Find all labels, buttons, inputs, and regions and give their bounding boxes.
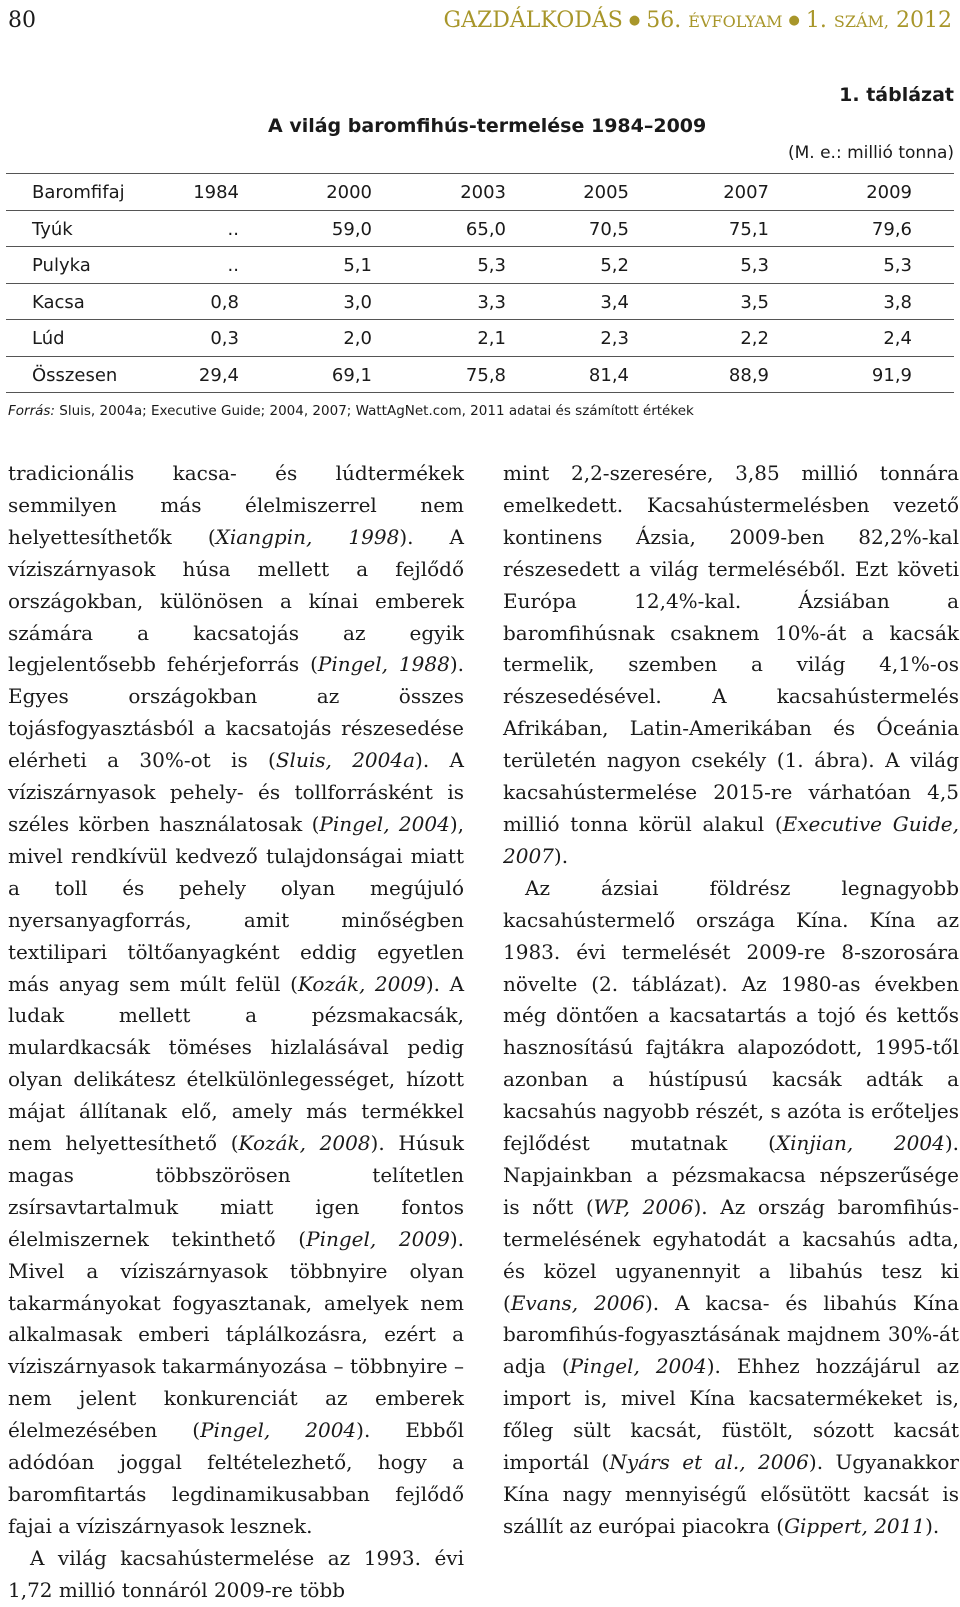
table-cell: 2,4 bbox=[883, 328, 912, 349]
table-cell: 2,3 bbox=[600, 328, 629, 349]
year: 2012 bbox=[896, 8, 952, 33]
text-run: ). Húsuk magas többszörösen telítetlen zsírsavtartalmuk miatt igen fontos élelmiszernek tekinthető ( bbox=[8, 1131, 464, 1251]
paragraph bbox=[503, 873, 959, 1543]
table-header-row bbox=[6, 173, 954, 210]
table-row bbox=[6, 210, 954, 247]
table-label: 1. táblázat bbox=[839, 84, 954, 106]
table-cell: 3,5 bbox=[740, 291, 769, 313]
column-header: 2005 bbox=[583, 182, 629, 203]
text-run: ). Ugyanakkor Kína nagy mennyiségű elősütött kacsát is szállít az európai piacokra ( bbox=[503, 1450, 959, 1538]
text-run: ). Ehhez hozzájárul az import is, mivel Kína kacsatermékeket is, főleg sült kacsát, füstölt, sózott kacsát importál ( bbox=[503, 1354, 959, 1475]
column-header: 2000 bbox=[326, 182, 372, 203]
table-cell: 75,1 bbox=[728, 218, 769, 240]
table-row bbox=[6, 319, 954, 356]
citation: Pingel, 2004 bbox=[319, 811, 450, 836]
table-row bbox=[6, 246, 954, 283]
table-cell: 5,3 bbox=[477, 255, 506, 276]
citation: Evans, 2006 bbox=[510, 1290, 645, 1315]
citation: Kozák, 2009 bbox=[297, 971, 426, 996]
citation: Kozák, 2008 bbox=[238, 1131, 371, 1156]
table-cell: 0,3 bbox=[210, 328, 239, 349]
table-cell: 0,8 bbox=[210, 291, 239, 313]
running-header bbox=[8, 8, 952, 38]
paragraph bbox=[503, 458, 959, 873]
table-cell: 70,5 bbox=[588, 218, 629, 240]
text-run: ). Ebből adódóan joggal feltételezhető, hogy a baromfitartás legdinamikusabban fejlődő fajai a víziszárnyasok lesznek. bbox=[8, 1418, 464, 1538]
column-header: 2009 bbox=[866, 182, 912, 203]
table-cell: Tyúk bbox=[32, 218, 73, 240]
text-run: ). A víziszárnyasok pehely- és tollforrásként is széles körben használatosak ( bbox=[8, 748, 464, 836]
citation: Pingel, 2004 bbox=[569, 1354, 707, 1379]
table-cell: 81,4 bbox=[588, 364, 629, 386]
table-total-row bbox=[6, 356, 954, 394]
citation: Pingel, 2009 bbox=[306, 1226, 450, 1251]
issue-word: SZÁM, bbox=[833, 12, 889, 31]
citation: WP, 2006 bbox=[593, 1194, 694, 1219]
issue-number: 1. bbox=[805, 8, 827, 33]
citation: Xiangpin, 1998 bbox=[215, 524, 400, 549]
table-cell: Pulyka bbox=[32, 255, 91, 276]
table-cell: 65,0 bbox=[465, 218, 506, 240]
citation: Pingel, 1988 bbox=[317, 652, 450, 677]
table-cell: 5,3 bbox=[883, 255, 912, 276]
table-cell: 5,3 bbox=[740, 255, 769, 276]
body-column-left bbox=[8, 458, 464, 1607]
table-row bbox=[6, 283, 954, 320]
table-title: A világ baromfihús-termelése 1984–2009 bbox=[268, 115, 707, 137]
table-cell: 79,6 bbox=[871, 218, 912, 240]
source-label: Forrás: bbox=[8, 403, 55, 419]
text-run: ). bbox=[553, 843, 569, 868]
table-cell: 2,2 bbox=[740, 328, 769, 349]
table-cell: 3,4 bbox=[600, 291, 629, 313]
table-cell: 5,1 bbox=[343, 255, 372, 276]
table-cell: Kacsa bbox=[32, 291, 85, 313]
citation: Gippert, 2011 bbox=[784, 1513, 926, 1538]
table-cell: Lúd bbox=[32, 328, 65, 349]
text-run: Az ázsiai földrész legnagyobb kacsahústermelő országa Kína. Kína az 1983. évi termelését 2009-re 8-szorosára növelte (2. táblázat). Az 1980-as években még döntően a kacsatartás a tojó és kettős hasznosítású fajtákra alapozódott, 1995-től azonban a hústípusú kacsák adták a kacsahús nagyobb részét, s azóta is erőteljes fejlődést mutatnak ( bbox=[503, 875, 959, 1156]
table-cell: 3,8 bbox=[883, 291, 912, 313]
table-cell: 69,1 bbox=[331, 364, 372, 386]
text-run: tradicionális kacsa- és lúdtermékek semmilyen más élelmiszerrel nem helyettesíthetők ( bbox=[8, 461, 464, 549]
text-run: ). Az ország baromfihús-termelésének egyhatodát a kacsahús adta, és közel ugyanennyit a libahús tesz ki ( bbox=[503, 1194, 959, 1315]
paragraph: A világ kacsahústermelése az 1993. évi 1,72 millió tonnáról 2009-re több bbox=[8, 1545, 464, 1602]
paragraph bbox=[8, 458, 464, 1543]
text-run: ), mivel rendkívül kedvező tulajdonságai miatt a toll és pehely olyan megújuló nyersanyagforrás, amit minőségben textilipari töltőanyagként eddig egyetlen más anyag sem múlt felül ( bbox=[8, 811, 464, 996]
table-cell: 75,8 bbox=[465, 364, 506, 386]
table-cell: 88,9 bbox=[728, 364, 769, 386]
table-cell: 3,0 bbox=[343, 291, 372, 313]
citation: Pingel, 2004 bbox=[200, 1418, 357, 1443]
table-cell: 5,2 bbox=[600, 255, 629, 276]
column-header: 1984 bbox=[193, 182, 239, 203]
table-cell: .. bbox=[227, 218, 239, 240]
text-run: ). Napjainkban a pézsmakacsa népszerűsége is nőtt ( bbox=[503, 1131, 960, 1219]
text-run: mint 2,2-szeresére, 3,85 millió tonnára emelkedett. Kacsahústermelésben vezető kontinens Ázsia, 2009-ben 82,2%-kal részesedett a világ termeléséből. Ezt követi Európa 12,4%-kal. Ázsiában a baromfihúsnak csaknem 10%-át a kacsák termelik, szemben a világ 4,1%-os részesedésével. A kacsahústermelés Afrikában, Latin-Amerikában és Óceánia területén nagyon csekély (1. ábra). A világ kacsahústermelése 2015-re várhatóan 4,5 millió tonna körül alakul ( bbox=[503, 461, 959, 836]
citation: Executive Guide, 2007 bbox=[503, 811, 959, 868]
text-run: ). Egyes országokban az összes tojásfogyasztásból a kacsatojás részesedése elérheti a 30%-ot is ( bbox=[8, 652, 464, 773]
text-run: ). bbox=[925, 1513, 940, 1538]
journal-name: GAZDÁLKODÁS bbox=[443, 8, 623, 33]
column-header: Baromfifaj bbox=[32, 182, 125, 203]
table-cell: .. bbox=[227, 255, 239, 276]
table-cell: 3,3 bbox=[477, 291, 506, 313]
text-run: ). A víziszárnyasok húsa mellett a fejlődő országokban, különösen a kínai emberek számára a kacsatojás az egyik legjelentősebb fehérjeforrás ( bbox=[8, 524, 464, 677]
column-header: 2007 bbox=[723, 182, 769, 203]
body-column-right bbox=[503, 458, 959, 1543]
citation: Sluis, 2004a bbox=[275, 748, 416, 773]
text-run: ). A kacsa- és libahús Kína baromfihús-fogyasztásának majdnem 30%-át adja ( bbox=[503, 1290, 959, 1379]
volume-number: 56. bbox=[646, 8, 682, 33]
table-cell: 2,0 bbox=[343, 328, 372, 349]
table-cell: 2,1 bbox=[477, 328, 506, 349]
volume-word: ÉVFOLYAM bbox=[688, 12, 783, 31]
bullet-icon: ● bbox=[788, 13, 800, 28]
table-source bbox=[8, 403, 694, 419]
table-cell: 91,9 bbox=[871, 364, 912, 386]
text-run: ). A ludak mellett a pézsmakacsák, mulardkacsák töméses hizlalásával pedig olyan delikátesz ételkülönlegességet, hízott májat állítanak elő, amely más termékkel nem helyettesíthető ( bbox=[8, 971, 465, 1156]
text-run: ). Mivel a víziszárnyasok többnyire olyan takarmányokat fogyasztanak, amelyek nem alkalmasak emberi táplálkozásra, ezért a víziszárnyasok takarmányozása – többnyire – nem jelent konkurenciát az emberek élelmezésében ( bbox=[8, 1226, 464, 1443]
table-cell: 59,0 bbox=[331, 218, 372, 240]
citation: Xinjian, 2004 bbox=[775, 1131, 945, 1156]
production-table bbox=[6, 173, 954, 393]
table-cell: Összesen bbox=[32, 364, 118, 386]
bullet-icon: ● bbox=[628, 13, 641, 28]
table-unit: (M. e.: millió tonna) bbox=[787, 143, 954, 163]
column-header: 2003 bbox=[460, 182, 506, 203]
journal-header bbox=[444, 8, 952, 33]
table-cell: 29,4 bbox=[198, 364, 239, 386]
source-text: Sluis, 2004a; Executive Guide; 2004, 2007; WattAgNet.com, 2011 adatai és számított értékek bbox=[54, 403, 694, 419]
citation: Nyárs et al., 2006 bbox=[609, 1450, 809, 1475]
page-number: 80 bbox=[8, 8, 36, 33]
